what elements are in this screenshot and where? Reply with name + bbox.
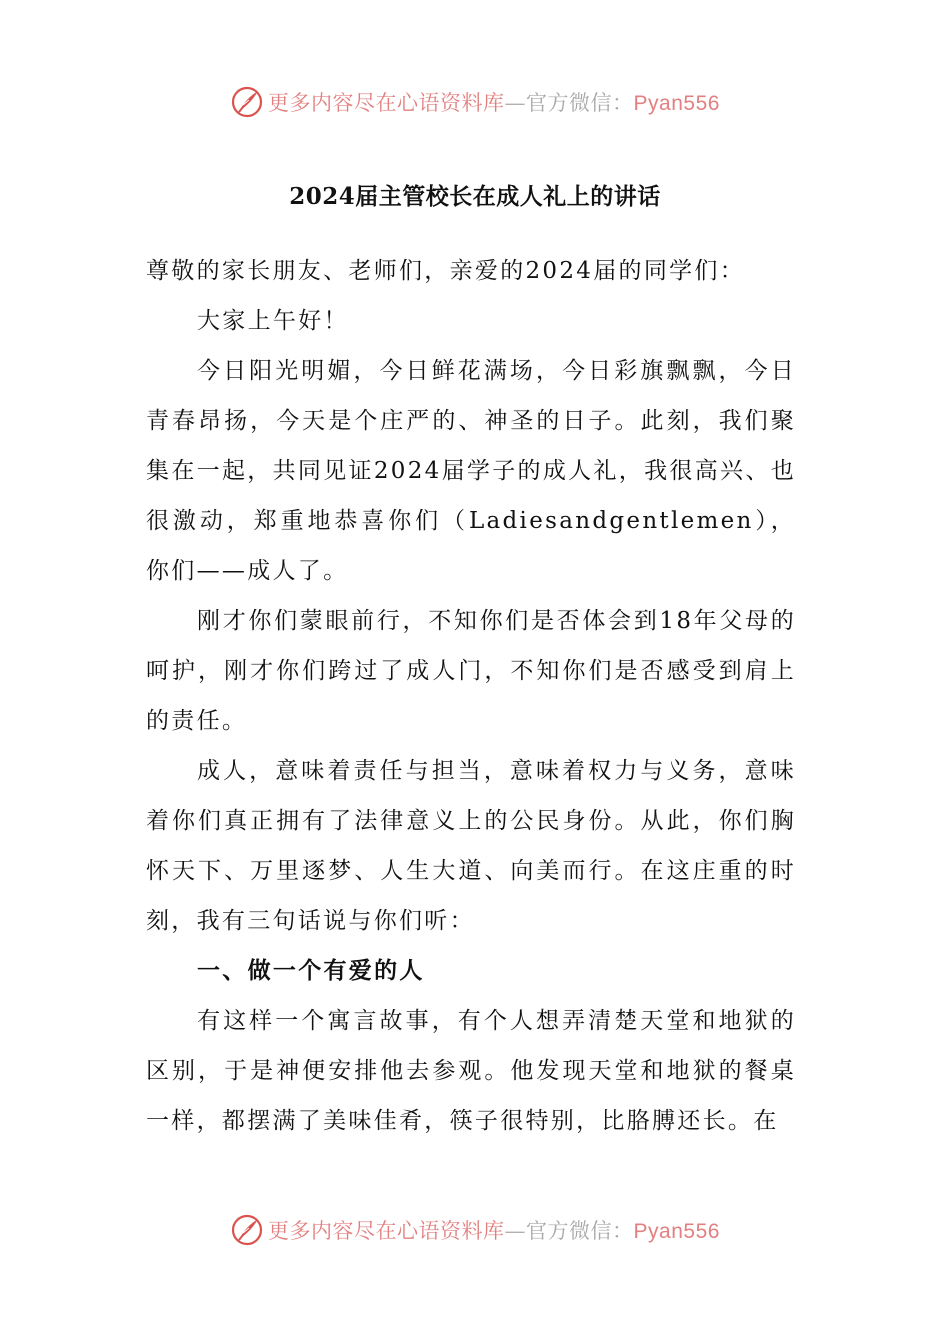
footer-watermark-slogan: 更多内容尽在心语资料库 bbox=[268, 1219, 505, 1243]
quill-logo-icon bbox=[230, 1213, 264, 1247]
header-wechat-id: Pyan556 bbox=[633, 92, 720, 115]
salutation: 尊敬的家长朋友、老师们，亲爱的2024届的同学们： bbox=[146, 258, 746, 284]
footer-wechat-label: 官方微信： bbox=[526, 1219, 634, 1243]
header-watermark-banner bbox=[0, 82, 950, 122]
section-heading: 一、做一个有爱的人 bbox=[197, 957, 425, 984]
paragraph-ceremony: 刚才你们蒙眼前行，不知你们是否体会到18年父母的呵护，刚才你们跨过了成人门，不知你们是否感受到肩上的责任。 bbox=[146, 608, 796, 734]
footer-watermark-separator: — bbox=[504, 1219, 527, 1243]
quill-logo-icon bbox=[230, 85, 264, 119]
paragraph-opening: 今日阳光明媚，今日鲜花满场，今日彩旗飘飘，今日青春昂扬，今天是个庄严的、神圣的日子。此刻，我们聚集在一起，共同见证2024届学子的成人礼，我很高兴、也很激动，郑重地恭喜你们（Ladiesandgentlemen），你们——成人了。 bbox=[146, 358, 796, 584]
footer-watermark-banner bbox=[0, 1210, 950, 1250]
header-watermark-separator: — bbox=[504, 91, 527, 115]
header-watermark-slogan: 更多内容尽在心语资料库 bbox=[268, 91, 505, 115]
paragraph-fable: 有这样一个寓言故事，有个人想弄清楚天堂和地狱的区别，于是神便安排他去参观。他发现天堂和地狱的餐桌一样，都摆满了美味佳肴，筷子很特别，比胳膊还长。在 bbox=[146, 1008, 796, 1134]
header-wechat-label: 官方微信： bbox=[526, 91, 634, 115]
header-watermark-text bbox=[268, 87, 720, 117]
footer-wechat-id: Pyan556 bbox=[633, 1220, 720, 1243]
document-body bbox=[146, 246, 796, 1146]
document-title: 2024届主管校长在成人礼上的讲话 bbox=[289, 183, 661, 210]
paragraph-meaning: 成人，意味着责任与担当，意味着权力与义务，意味着你们真正拥有了法律意义上的公民身份。从此，你们胸怀天下、万里逐梦、人生大道、向美而行。在这庄重的时刻，我有三句话说与你们听： bbox=[146, 758, 796, 934]
paragraph-greeting: 大家上午好！ bbox=[197, 308, 349, 334]
footer-watermark-text bbox=[268, 1215, 720, 1245]
